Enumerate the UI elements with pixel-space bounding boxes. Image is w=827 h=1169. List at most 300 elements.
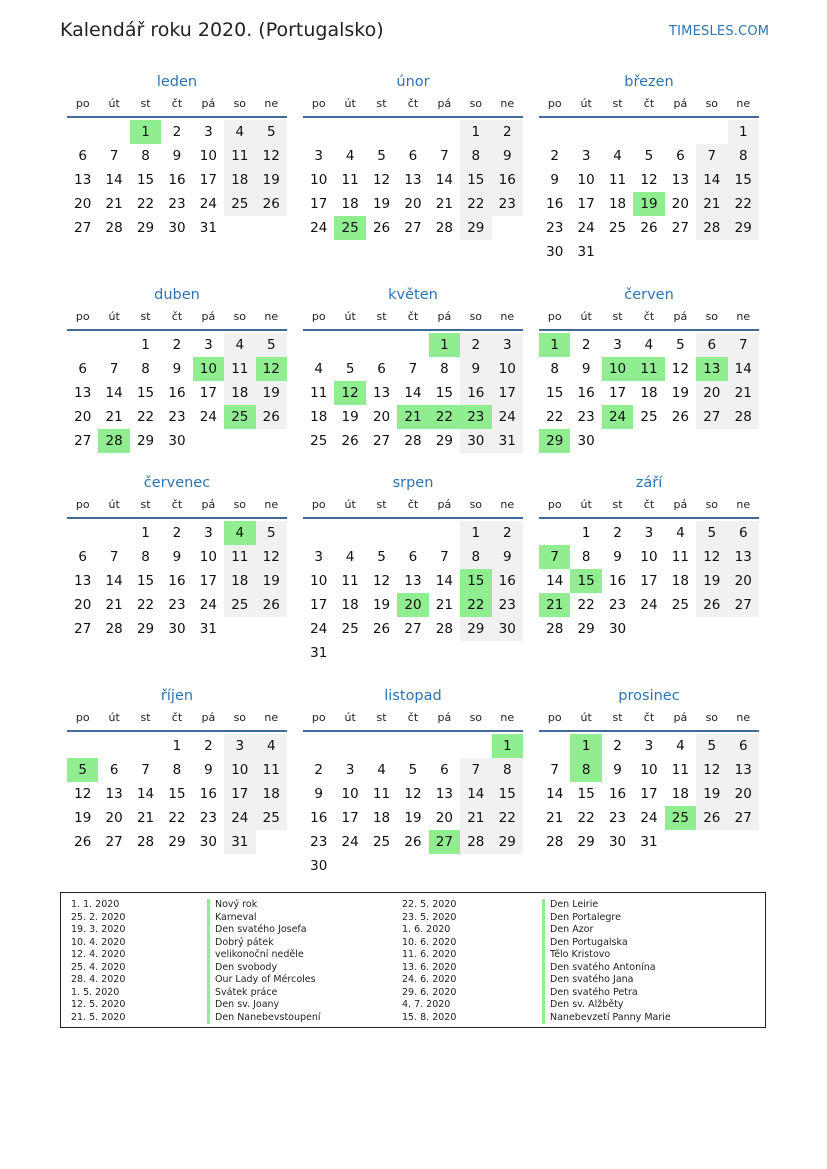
month-name: prosinec <box>618 688 680 704</box>
weekday-label: so <box>469 498 483 511</box>
legend-holiday-name: Den sv. Joany <box>207 999 385 1012</box>
day-cell: 17 <box>199 172 217 188</box>
day-cell: 12 <box>256 144 287 168</box>
day-grid <box>303 333 523 453</box>
weekday-label: so <box>705 97 719 110</box>
empty-cell <box>303 521 334 545</box>
legend-date: 12. 5. 2020 <box>71 999 126 1010</box>
day-cell: 24 <box>640 810 658 826</box>
empty-cell <box>366 734 397 758</box>
day-cell: 30 <box>168 621 186 637</box>
weekday-label: ne <box>264 310 279 323</box>
legend-date: 21. 5. 2020 <box>71 1011 126 1023</box>
holiday-day: 1 <box>429 333 460 357</box>
day-cell: 28 <box>435 220 453 236</box>
day-cell: 10 <box>310 573 328 589</box>
day-cell: 7 <box>109 148 119 164</box>
weekday-label: pá <box>673 310 688 323</box>
day-cell: 1 <box>460 521 491 545</box>
day-cell: 15 <box>168 786 186 802</box>
day-cell: 20 <box>74 196 92 212</box>
day-cell: 31 <box>310 645 328 661</box>
empty-cell <box>366 120 397 144</box>
day-cell: 14 <box>435 573 453 589</box>
day-cell: 20 <box>435 810 453 826</box>
day-cell: 8 <box>440 361 449 377</box>
day-cell: 24 <box>199 597 217 613</box>
day-cell: 9 <box>172 361 182 377</box>
legend-holiday-name: Den svobody <box>207 962 385 975</box>
weekday-label: st <box>376 97 387 110</box>
day-cell: 11 <box>256 758 287 782</box>
day-cell: 3 <box>204 525 213 541</box>
day-cell: 31 <box>577 244 595 260</box>
day-cell: 17 <box>341 810 359 826</box>
empty-cell <box>539 120 570 144</box>
day-cell: 30 <box>168 220 186 236</box>
day-cell: 13 <box>671 172 689 188</box>
weekday-label: čt <box>643 97 655 110</box>
day-cell: 18 <box>341 597 359 613</box>
weekday-label: po <box>75 310 90 323</box>
day-cell: 7 <box>550 762 559 778</box>
day-cell: 24 <box>199 196 217 212</box>
day-cell: 13 <box>372 385 391 401</box>
day-cell: 23 <box>577 409 595 425</box>
weekday-label: út <box>580 310 592 323</box>
legend-date: 25. 2. 2020 <box>71 911 126 923</box>
day-cell: 11 <box>224 357 255 381</box>
empty-cell <box>366 333 397 357</box>
day-cell: 27 <box>404 621 422 637</box>
weekday-label: st <box>376 498 387 511</box>
holiday-day: 19 <box>633 192 664 216</box>
month-červen <box>539 286 759 453</box>
day-cell: 5 <box>256 120 287 144</box>
empty-cell <box>67 521 98 545</box>
day-cell: 9 <box>613 549 622 565</box>
weekday-label: pá <box>437 498 452 511</box>
day-cell: 30 <box>310 858 328 874</box>
day-cell: 20 <box>74 409 92 425</box>
day-cell: 12 <box>372 172 391 188</box>
day-cell: 19 <box>372 196 391 212</box>
day-grid <box>67 333 287 453</box>
day-cell: 6 <box>377 361 386 377</box>
legend-holiday-name: Den Leirie <box>542 899 720 912</box>
day-cell: 22 <box>577 810 595 826</box>
day-cell: 10 <box>199 549 217 565</box>
day-cell: 6 <box>676 148 685 164</box>
empty-cell <box>602 120 633 144</box>
empty-cell <box>570 120 601 144</box>
day-cell: 30 <box>168 433 186 449</box>
brand-link[interactable]: TIMESLES.COM <box>669 24 770 39</box>
day-cell: 2 <box>460 333 491 357</box>
day-cell: 31 <box>640 834 658 850</box>
day-cell: 10 <box>640 549 658 565</box>
day-cell: 10 <box>492 357 523 381</box>
day-cell: 3 <box>314 549 323 565</box>
weekday-label: so <box>233 498 247 511</box>
empty-cell <box>429 521 460 545</box>
empty-cell <box>397 521 428 545</box>
day-cell: 26 <box>696 593 727 617</box>
holiday-day: 25 <box>334 216 365 240</box>
day-cell: 6 <box>78 549 87 565</box>
month-srpen <box>303 474 523 665</box>
day-cell: 30 <box>546 244 564 260</box>
legend-date: 23. 5. 2020 <box>402 911 457 923</box>
empty-cell <box>303 333 334 357</box>
day-cell: 16 <box>168 172 186 188</box>
empty-cell <box>397 734 428 758</box>
day-cell: 18 <box>224 381 255 405</box>
day-cell: 29 <box>577 834 595 850</box>
day-cell: 21 <box>105 597 123 613</box>
weekday-label: pá <box>673 97 688 110</box>
day-cell: 14 <box>728 357 759 381</box>
weekday-label: pá <box>437 310 452 323</box>
day-cell: 12 <box>640 172 658 188</box>
weekday-label: ne <box>264 711 279 724</box>
day-cell: 27 <box>105 834 123 850</box>
day-cell: 25 <box>372 834 391 850</box>
month-duben <box>67 286 287 453</box>
empty-cell <box>539 521 570 545</box>
weekday-label: ne <box>736 498 751 511</box>
day-cell: 16 <box>168 573 186 589</box>
day-cell: 2 <box>581 337 591 353</box>
day-cell: 7 <box>408 361 418 377</box>
day-cell: 7 <box>460 758 491 782</box>
weekday-label: pá <box>673 711 688 724</box>
weekday-label: so <box>233 97 247 110</box>
day-cell: 28 <box>136 834 155 850</box>
day-cell: 30 <box>492 617 523 641</box>
weekday-label: čt <box>407 711 419 724</box>
empty-cell <box>397 333 428 357</box>
holiday-day: 1 <box>492 734 523 758</box>
legend-holiday-name: Svátek práce <box>207 987 385 1000</box>
day-cell: 29 <box>136 220 155 236</box>
day-cell: 30 <box>608 834 627 850</box>
holiday-day: 22 <box>460 593 491 617</box>
day-cell: 29 <box>460 216 491 240</box>
day-cell: 22 <box>136 409 155 425</box>
day-grid <box>67 120 287 240</box>
day-cell: 6 <box>109 762 119 778</box>
day-grid <box>303 521 523 665</box>
day-cell: 8 <box>492 758 523 782</box>
day-grid <box>303 734 523 878</box>
weekday-header <box>67 97 287 118</box>
day-cell: 5 <box>676 337 685 353</box>
day-grid <box>67 521 287 641</box>
weekday-label: čt <box>407 97 419 110</box>
legend-holiday-name: Den svatého Petra <box>542 987 720 1000</box>
day-cell: 23 <box>608 597 627 613</box>
day-grid <box>303 120 523 240</box>
day-cell: 21 <box>105 196 123 212</box>
weekday-header <box>303 310 523 331</box>
day-cell: 2 <box>172 525 182 541</box>
day-cell: 18 <box>310 409 328 425</box>
day-cell: 28 <box>546 834 564 850</box>
day-cell: 27 <box>372 433 391 449</box>
weekday-label: út <box>108 711 120 724</box>
day-cell: 6 <box>78 148 87 164</box>
day-cell: 7 <box>728 333 759 357</box>
day-cell: 27 <box>74 220 92 236</box>
weekday-label: pá <box>201 97 216 110</box>
day-cell: 16 <box>310 810 328 826</box>
day-cell: 14 <box>136 786 155 802</box>
legend-holiday-name: Den sv. Alžběty <box>542 999 720 1012</box>
day-cell: 31 <box>492 429 523 453</box>
day-cell: 28 <box>460 830 491 854</box>
weekday-label: po <box>547 711 562 724</box>
weekday-label: po <box>547 97 562 110</box>
day-cell: 14 <box>105 172 123 188</box>
day-cell: 18 <box>671 573 689 589</box>
day-cell: 8 <box>460 545 491 569</box>
day-cell: 22 <box>168 810 186 826</box>
holiday-day: 29 <box>539 429 570 453</box>
day-cell: 30 <box>199 834 217 850</box>
weekday-label: so <box>705 310 719 323</box>
day-cell: 23 <box>546 220 564 236</box>
day-cell: 12 <box>696 758 727 782</box>
weekday-label: út <box>580 711 592 724</box>
day-cell: 6 <box>728 734 759 758</box>
day-cell: 26 <box>671 409 689 425</box>
holiday-day: 20 <box>397 593 428 617</box>
day-cell: 5 <box>256 521 287 545</box>
month-name: květen <box>388 287 438 303</box>
day-cell: 24 <box>492 405 523 429</box>
day-cell: 25 <box>671 597 689 613</box>
day-cell: 21 <box>546 810 564 826</box>
legend-date: 24. 6. 2020 <box>402 974 457 985</box>
day-cell: 6 <box>728 521 759 545</box>
weekday-label: ne <box>736 97 751 110</box>
day-cell: 22 <box>492 806 523 830</box>
month-name: duben <box>154 287 200 303</box>
weekday-label: po <box>75 97 90 110</box>
day-cell: 8 <box>460 144 491 168</box>
weekday-label: út <box>580 97 592 110</box>
day-cell: 11 <box>224 545 255 569</box>
day-cell: 8 <box>141 549 150 565</box>
day-cell: 24 <box>199 409 217 425</box>
day-cell: 26 <box>74 834 92 850</box>
day-cell: 4 <box>224 120 255 144</box>
weekday-label: ne <box>500 498 515 511</box>
day-cell: 5 <box>377 549 386 565</box>
day-cell: 10 <box>341 786 359 802</box>
day-cell: 14 <box>696 168 727 192</box>
weekday-label: st <box>612 310 623 323</box>
weekday-header <box>539 711 759 732</box>
day-cell: 1 <box>141 337 150 353</box>
day-cell: 29 <box>728 216 759 240</box>
day-cell: 19 <box>74 810 92 826</box>
day-cell: 18 <box>224 168 255 192</box>
day-cell: 14 <box>460 782 491 806</box>
day-cell: 15 <box>577 786 595 802</box>
empty-cell <box>539 734 570 758</box>
weekday-label: út <box>580 498 592 511</box>
day-cell: 27 <box>728 593 759 617</box>
day-cell: 19 <box>341 409 359 425</box>
weekday-label: út <box>344 711 356 724</box>
day-cell: 3 <box>204 124 213 140</box>
day-cell: 27 <box>671 220 689 236</box>
day-cell: 4 <box>224 333 255 357</box>
day-cell: 11 <box>671 762 689 778</box>
day-cell: 9 <box>314 786 323 802</box>
day-cell: 7 <box>109 361 119 377</box>
day-cell: 2 <box>492 521 523 545</box>
day-cell: 7 <box>440 549 449 565</box>
day-cell: 24 <box>577 220 595 236</box>
day-cell: 15 <box>136 385 155 401</box>
day-cell: 25 <box>608 220 627 236</box>
holiday-day: 25 <box>224 405 255 429</box>
day-cell: 26 <box>372 220 391 236</box>
month-name: červenec <box>143 475 211 491</box>
day-cell: 1 <box>460 120 491 144</box>
day-cell: 8 <box>141 361 150 377</box>
legend-holiday-name: Den svatého Jana <box>542 974 720 987</box>
day-cell: 13 <box>74 385 92 401</box>
weekday-header <box>303 97 523 118</box>
empty-cell <box>98 734 129 758</box>
legend-date: 19. 3. 2020 <box>71 924 126 935</box>
day-cell: 9 <box>460 357 491 381</box>
day-cell: 17 <box>608 385 627 401</box>
day-cell: 4 <box>676 738 685 754</box>
weekday-label: po <box>311 498 326 511</box>
holiday-day: 27 <box>429 830 460 854</box>
day-cell: 19 <box>256 569 287 593</box>
empty-cell <box>665 120 696 144</box>
day-cell: 20 <box>404 196 422 212</box>
day-cell: 4 <box>345 148 355 164</box>
weekday-label: so <box>705 711 719 724</box>
weekday-label: pá <box>201 498 216 511</box>
legend-date: 13. 6. 2020 <box>402 961 457 973</box>
day-cell: 16 <box>168 385 186 401</box>
day-cell: 17 <box>224 782 255 806</box>
day-cell: 5 <box>696 734 727 758</box>
day-cell: 4 <box>676 525 685 541</box>
day-cell: 31 <box>224 830 255 854</box>
day-cell: 6 <box>440 762 449 778</box>
day-cell: 5 <box>644 148 654 164</box>
day-cell: 4 <box>314 361 323 377</box>
weekday-label: so <box>469 97 483 110</box>
month-name: srpen <box>392 475 434 491</box>
weekday-label: út <box>344 310 356 323</box>
day-cell: 4 <box>613 148 622 164</box>
legend-date: 22. 5. 2020 <box>402 899 457 910</box>
weekday-label: st <box>612 711 623 724</box>
weekday-label: st <box>140 498 151 511</box>
day-cell: 29 <box>136 433 155 449</box>
day-cell: 16 <box>608 573 627 589</box>
day-cell: 12 <box>671 361 689 377</box>
weekday-label: čt <box>171 711 183 724</box>
weekday-label: po <box>311 310 326 323</box>
empty-cell <box>334 120 365 144</box>
day-cell: 27 <box>728 806 759 830</box>
holiday-legend <box>60 892 766 1028</box>
day-cell: 13 <box>404 172 422 188</box>
weekday-label: čt <box>643 711 655 724</box>
empty-cell <box>397 120 428 144</box>
day-cell: 5 <box>408 762 418 778</box>
day-cell: 26 <box>256 192 287 216</box>
month-prosinec <box>539 687 759 854</box>
weekday-label: ne <box>500 711 515 724</box>
month-name: září <box>635 475 663 491</box>
day-cell: 11 <box>372 786 391 802</box>
day-cell: 28 <box>728 405 759 429</box>
day-cell: 5 <box>345 361 355 377</box>
day-cell: 17 <box>577 196 595 212</box>
day-cell: 25 <box>640 409 658 425</box>
day-cell: 21 <box>435 597 453 613</box>
month-name: březen <box>624 74 674 90</box>
legend-holiday-name: Karneval <box>207 912 385 925</box>
legend-holiday-name: Den Portalegre <box>542 912 720 925</box>
day-cell: 28 <box>435 621 453 637</box>
day-cell: 28 <box>546 621 564 637</box>
day-cell: 22 <box>136 196 155 212</box>
day-cell: 30 <box>608 621 627 637</box>
month-září <box>539 474 759 641</box>
day-cell: 1 <box>728 120 759 144</box>
day-cell: 17 <box>310 597 328 613</box>
day-cell: 29 <box>492 830 523 854</box>
day-cell: 5 <box>377 148 386 164</box>
day-cell: 26 <box>256 593 287 617</box>
day-cell: 14 <box>435 172 453 188</box>
day-cell: 18 <box>608 196 627 212</box>
day-cell: 12 <box>256 545 287 569</box>
day-cell: 4 <box>644 337 654 353</box>
empty-cell <box>67 734 98 758</box>
day-cell: 11 <box>608 172 627 188</box>
empty-cell <box>334 734 365 758</box>
day-cell: 11 <box>341 172 359 188</box>
day-cell: 23 <box>168 409 186 425</box>
legend-date: 12. 4. 2020 <box>71 949 126 960</box>
weekday-label: pá <box>437 711 452 724</box>
weekday-header <box>67 310 287 331</box>
day-cell: 24 <box>341 834 359 850</box>
weekday-label: út <box>108 498 120 511</box>
weekday-header <box>539 498 759 519</box>
month-březen <box>539 73 759 264</box>
weekday-label: ne <box>264 97 279 110</box>
day-cell: 23 <box>168 597 186 613</box>
legend-holiday-name: Our Lady of Mércoles <box>207 974 385 987</box>
day-cell: 14 <box>546 573 564 589</box>
weekday-label: út <box>108 97 120 110</box>
